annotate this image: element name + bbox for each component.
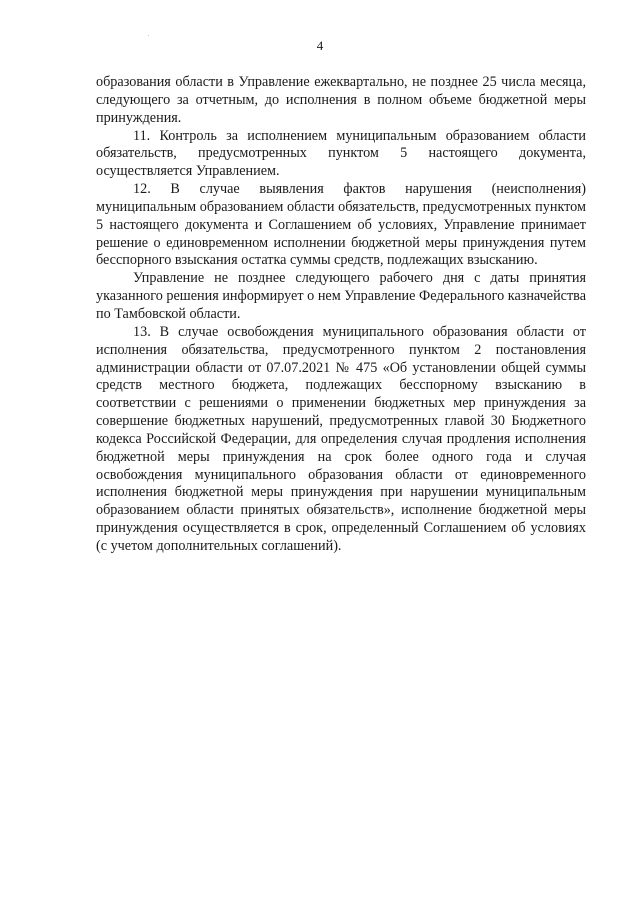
scan-speck <box>148 35 149 36</box>
paragraph-continuation: образования области в Управление ежеквартально, не позднее 25 числа месяца, следующего за отчетным, до исполнения в полном объеме бюджетной меры принуждения. <box>96 74 586 126</box>
document-body <box>96 74 586 556</box>
paragraph-item-11: 11. Контроль за исполнением муниципальным образованием области обязательств, предусмотренных пунктом 5 настоящего документа, осуществляется Управлением. <box>96 127 586 180</box>
page-number: 4 <box>316 38 324 53</box>
paragraph-item-12: 12. В случае выявления фактов нарушения (неисполнения) муниципальным образованием области обязательств, предусмотренных пунктом 5 настоящего документа и Соглашением об условиях, Управление принимает решение о единовременном исполнении бюджетной меры принуждения путем бесспорного взыскания остатка суммы средств, подлежащих взысканию. <box>96 181 586 269</box>
paragraph-item-12-notice: Управление не позднее следующего рабочего дня с даты принятия указанного решения информирует о нем Управление Федерального казначейства по Тамбовской области. <box>96 270 586 322</box>
paragraph-item-13: 13. В случае освобождения муниципального образования области от исполнения обязательства, предусмотренного пунктом 2 постановления администрации области от 07.07.2021 № 475 «Об установлении общей суммы средств местного бюджета, подлежащих бесспорному взысканию в соответствии с решениями о применении бюджетных мер принуждения за совершение бюджетных нарушений, предусмотренных главой 30 Бюджетного кодекса Российской Федерации, для определения случая продления исполнения бюджетной меры принуждения на срок более одного года и случая освобождения муниципального образования области от единовременного исполнения бюджетной меры принуждения при нарушении муниципальным образованием области принятых обязательств», исполнение бюджетной меры принуждения осуществляется в срок, определенный Соглашением об условиях (с учетом дополнительных соглашений). <box>96 323 586 554</box>
